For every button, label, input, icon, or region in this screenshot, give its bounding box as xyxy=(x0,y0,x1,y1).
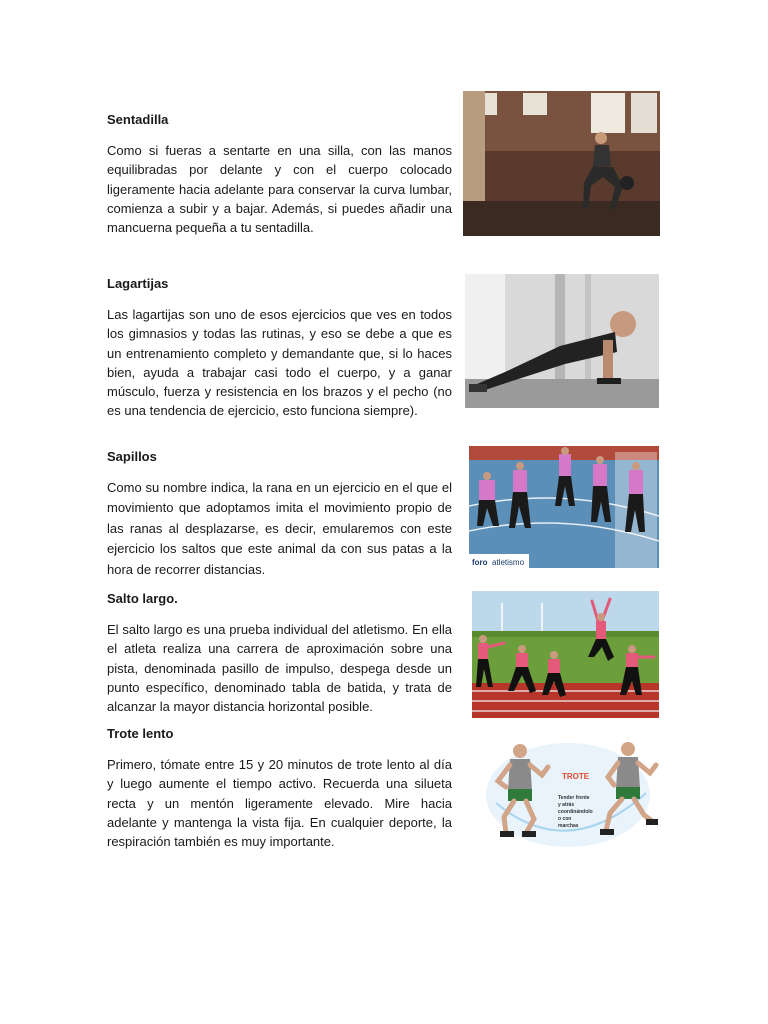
salto-largo-photo xyxy=(472,591,659,718)
section-title: Sapillos xyxy=(107,449,157,464)
section-text: Las lagartijas son uno de esos ejercicios que ves en todos los gimnasios y todas las rutinas, y eso se debe a que es un entrenamiento completo y demandante que, si lo haces bien, ayuda a trabajar casi todo el cuerpo, y a ganar músculo, fuerza y resistencia en los brazos y el pecho (no es una tendencia de ejercicio, esto funciona siempre). xyxy=(107,307,452,419)
section-sentadilla xyxy=(107,112,452,237)
trote-caption-line-2: y atrás xyxy=(558,802,575,808)
sentadilla-photo xyxy=(463,91,660,236)
trote-caption-line-3: coordinándolo xyxy=(558,809,593,815)
section-text: El salto largo es una prueba individual del atletismo. En ella el atleta realiza una carrera de aproximación sobre una pista, denominada pasillo de impulso, despega desde un punto específico, denominado tabla de batida, y trata de alcanzar la mayor distancia horizontal posible. xyxy=(107,622,452,715)
trote-caption-line-4: o con xyxy=(558,816,572,822)
watermark-foro: foro xyxy=(472,558,488,567)
trote-label: TROTE xyxy=(562,772,590,781)
section-lagartijas xyxy=(107,276,452,421)
section-text: Primero, tómate entre 15 y 20 minutos de trote lento al día y luego aumente el tiempo activo. Recuerda una silueta recta y un mentón ligeramente elevado. Mire hacia adelante y mantenga la vista fija. En cualquier deporte, la respiración también es muy importante. xyxy=(107,757,452,850)
section-trote-lento xyxy=(107,726,452,851)
lagartijas-photo xyxy=(465,274,659,408)
section-title: Sentadilla xyxy=(107,112,169,127)
section-title: Lagartijas xyxy=(107,276,169,291)
section-text: Como si fueras a sentarte en una silla, con las manos equilibradas por delante y con el cuerpo colocado ligeramente hacia adelante para conservar la curva lumbar, comienza a subir y a bajar. Además, si puedes añadir una mancuerna pequeña a tu sentadilla. xyxy=(107,143,452,236)
trote-caption-line-5: marchas xyxy=(558,823,579,829)
section-sapillos xyxy=(107,449,452,580)
section-title: Trote lento xyxy=(107,726,174,741)
section-title: Salto largo. xyxy=(107,591,178,606)
watermark-atletismo: atletismo xyxy=(492,558,525,567)
trote-photo xyxy=(476,733,659,857)
section-text: Como su nombre indica, la rana en un ejercicio en el que el movimiento que adoptamos imita el movimiento propio de las ranas al desplazarse, es decir, emularemos con este ejercicio los saltos que este animal da con sus patas a la hora de recorrer distancias. xyxy=(107,480,452,577)
section-salto-largo xyxy=(107,591,452,716)
sapillos-photo xyxy=(469,446,659,568)
trote-caption-line-1: Tender frente xyxy=(558,795,590,801)
